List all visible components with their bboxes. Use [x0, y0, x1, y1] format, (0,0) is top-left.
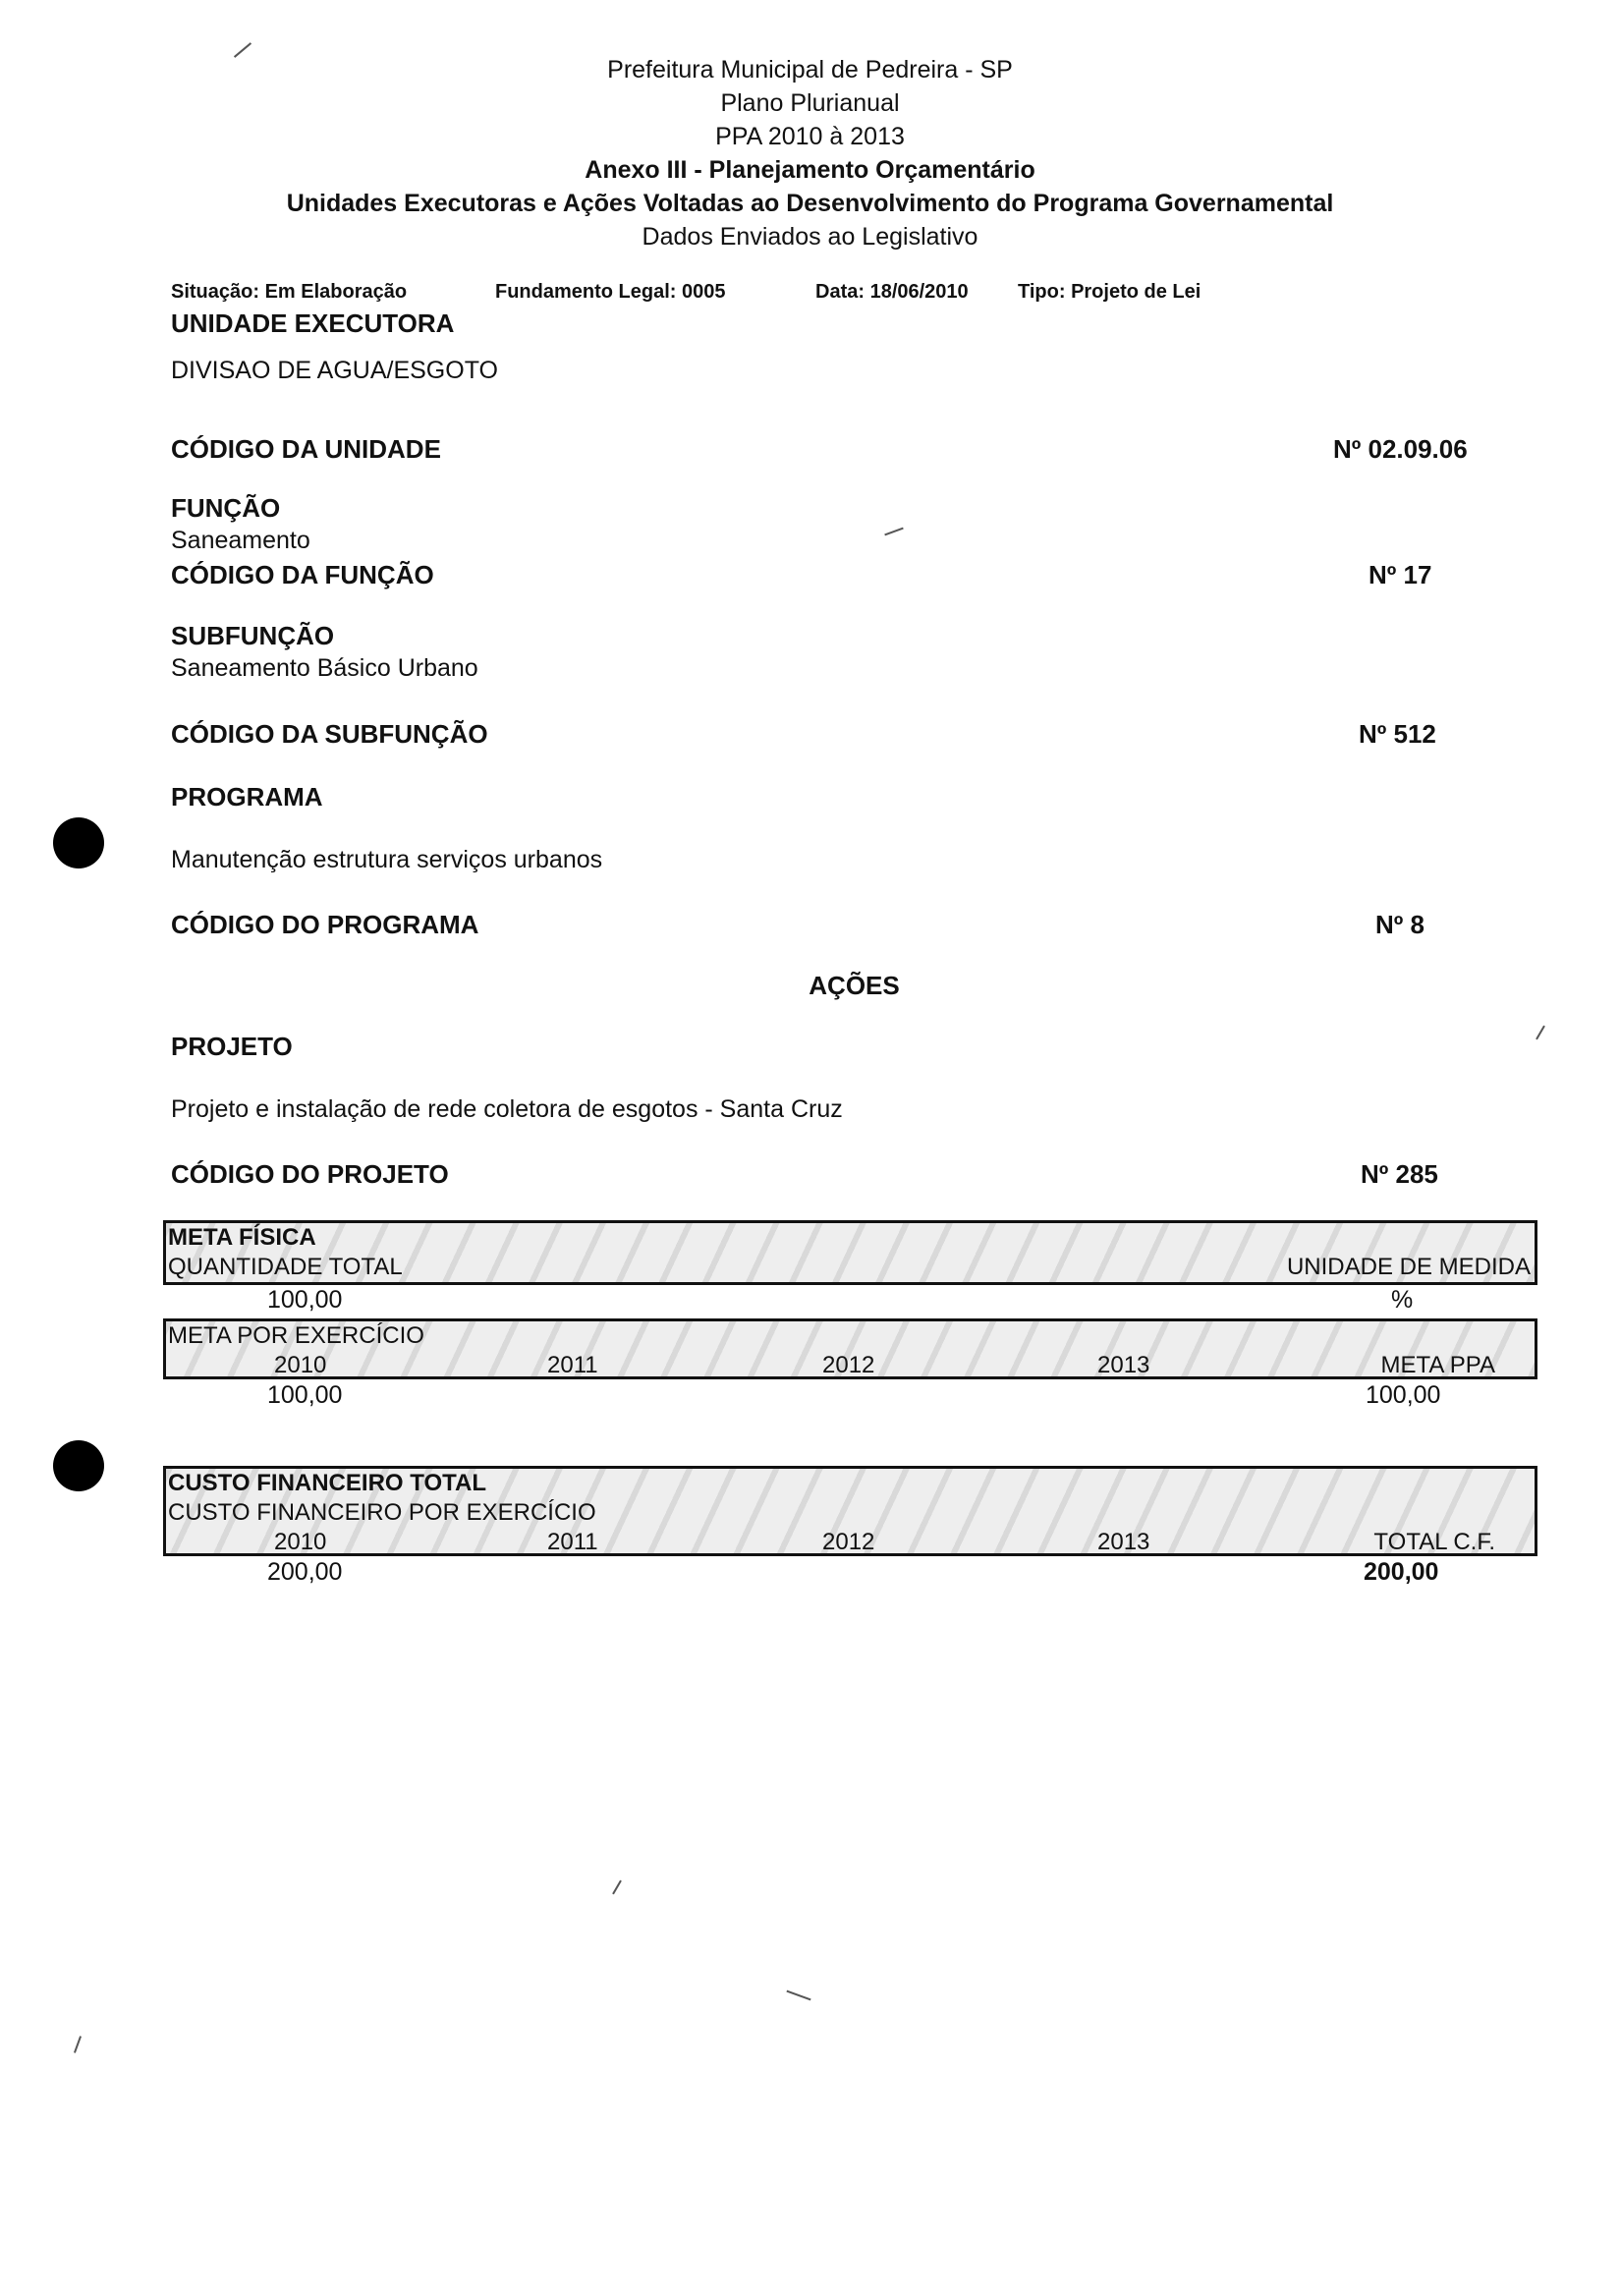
actions-heading: AÇÕES — [809, 971, 900, 1000]
scan-speck — [1536, 1026, 1545, 1040]
header-subtitle: Dados Enviados ao Legislativo — [642, 223, 978, 251]
project-heading: PROJETO — [171, 1032, 293, 1061]
program-code-value: Nº 8 — [1375, 910, 1424, 939]
goal-total-value: 100,00 — [1366, 1381, 1441, 1409]
scan-speck — [786, 1990, 810, 2001]
goal-2010-value: 100,00 — [267, 1381, 343, 1409]
total-quantity-label: QUANTIDADE TOTAL — [168, 1254, 403, 1280]
physical-goal-underline — [166, 1282, 1535, 1285]
goal-total-label: META PPA — [1380, 1352, 1495, 1378]
scan-speck — [612, 1880, 622, 1895]
binder-hole-mark — [53, 817, 104, 868]
project-code-value: Nº 285 — [1361, 1159, 1438, 1189]
subfunction-heading: SUBFUNÇÃO — [171, 621, 335, 650]
goal-year-2010: 2010 — [274, 1352, 327, 1378]
cost-year-2010: 2010 — [274, 1529, 327, 1555]
header-plan: Plano Plurianual — [720, 89, 900, 117]
goal-year-2013: 2013 — [1097, 1352, 1150, 1378]
project-value: Projeto e instalação de rede coletora de esgotos - Santa Cruz — [171, 1095, 843, 1123]
program-heading: PROGRAMA — [171, 782, 323, 812]
goal-per-year-title: META POR EXERCÍCIO — [168, 1322, 424, 1349]
unit-heading: UNIDADE EXECUTORA — [171, 308, 455, 338]
financial-cost-per-year-label: CUSTO FINANCEIRO POR EXERCÍCIO — [168, 1499, 596, 1526]
scan-speck — [74, 2036, 82, 2053]
cost-year-2011: 2011 — [547, 1529, 598, 1555]
header-period: PPA 2010 à 2013 — [715, 123, 905, 150]
legal-basis-label: Fundamento Legal: 0005 — [495, 281, 726, 303]
unit-code-value: Nº 02.09.06 — [1333, 434, 1468, 464]
function-code-label: CÓDIGO DA FUNÇÃO — [171, 560, 434, 589]
program-code-label: CÓDIGO DO PROGRAMA — [171, 910, 479, 939]
binder-hole-mark — [53, 1440, 104, 1491]
situation-label: Situação: Em Elaboração — [171, 281, 408, 303]
cost-total-label: TOTAL C.F. — [1373, 1529, 1495, 1555]
total-quantity-value: 100,00 — [267, 1286, 343, 1314]
goal-per-year-box — [163, 1318, 1537, 1379]
cost-2010-value: 200,00 — [267, 1558, 343, 1586]
financial-cost-title: CUSTO FINANCEIRO TOTAL — [168, 1470, 486, 1496]
date-label: Data: 18/06/2010 — [815, 281, 969, 303]
physical-goal-title: META FÍSICA — [168, 1224, 316, 1251]
program-value: Manutenção estrutura serviços urbanos — [171, 846, 603, 873]
unit-value: DIVISAO DE AGUA/ESGOTO — [171, 357, 498, 384]
function-heading: FUNÇÃO — [171, 493, 281, 523]
unit-of-measure-value: % — [1391, 1286, 1414, 1314]
project-code-label: CÓDIGO DO PROJETO — [171, 1159, 449, 1189]
cost-year-2013: 2013 — [1097, 1529, 1150, 1555]
goal-year-2011: 2011 — [547, 1352, 598, 1378]
function-code-value: Nº 17 — [1369, 560, 1432, 589]
physical-goal-box — [163, 1220, 1537, 1285]
unit-code-label: CÓDIGO DA UNIDADE — [171, 434, 441, 464]
subfunction-value: Saneamento Básico Urbano — [171, 654, 478, 682]
header-title: Unidades Executoras e Ações Voltadas ao Desenvolvimento do Programa Governamental — [286, 190, 1334, 217]
type-label: Tipo: Projeto de Lei — [1018, 281, 1201, 303]
financial-cost-box — [163, 1466, 1537, 1556]
function-value: Saneamento — [171, 527, 310, 554]
goal-year-2012: 2012 — [822, 1352, 875, 1378]
header-municipality: Prefeitura Municipal de Pedreira - SP — [607, 56, 1013, 84]
header-annex: Anexo III - Planejamento Orçamentário — [585, 156, 1035, 184]
scan-speck — [884, 528, 903, 536]
cost-year-2012: 2012 — [822, 1529, 875, 1555]
cost-total-value: 200,00 — [1364, 1558, 1439, 1586]
subfunction-code-label: CÓDIGO DA SUBFUNÇÃO — [171, 719, 488, 749]
subfunction-code-value: Nº 512 — [1359, 719, 1436, 749]
unit-of-measure-label: UNIDADE DE MEDIDA — [1286, 1254, 1531, 1280]
